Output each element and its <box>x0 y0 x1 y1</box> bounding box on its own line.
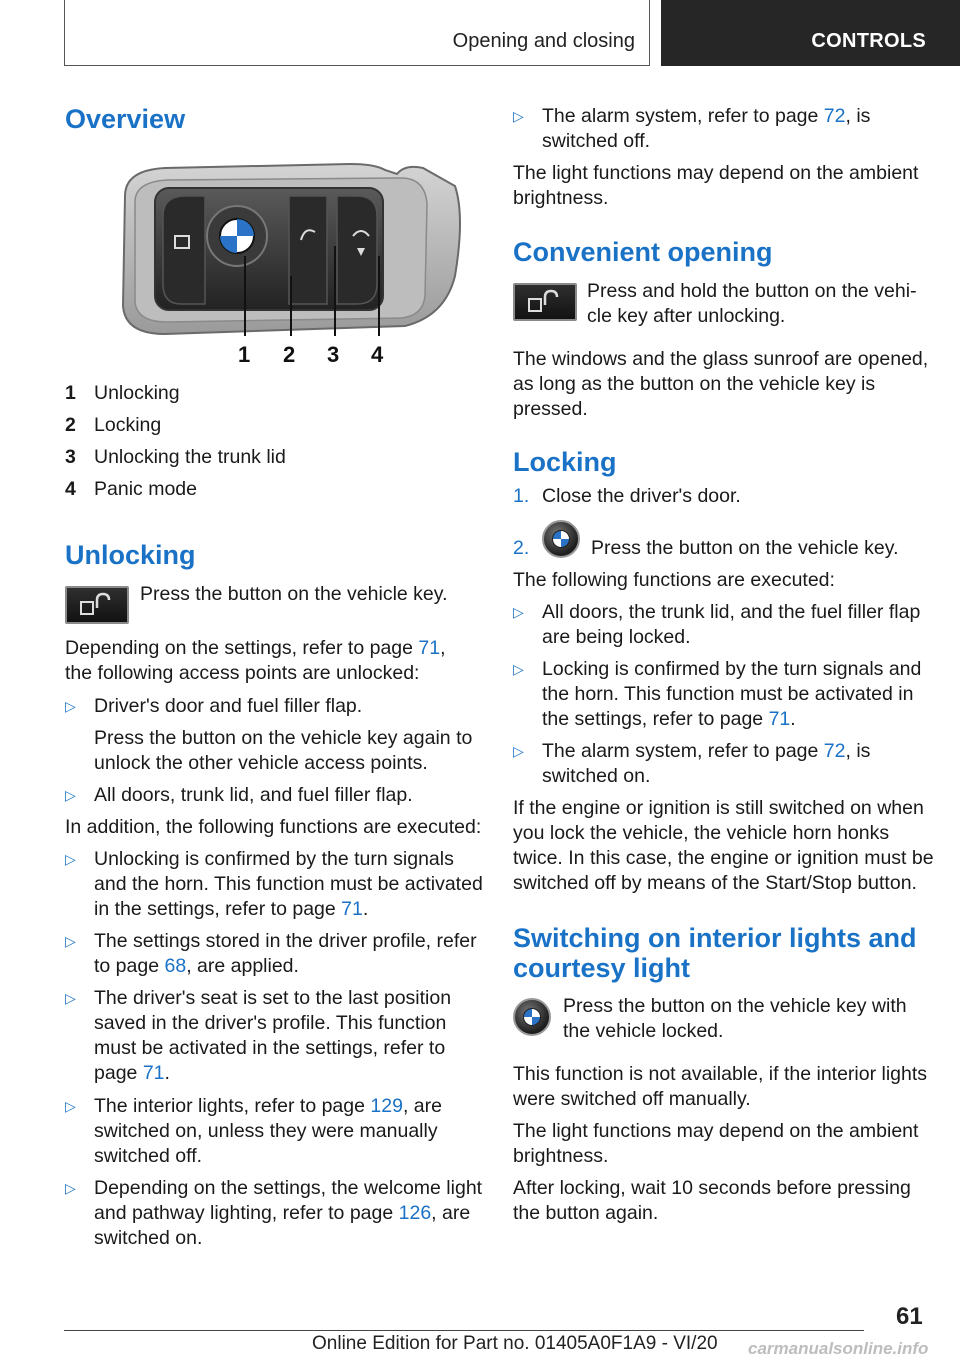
figure-label-2: 2 <box>283 342 296 367</box>
figure-label-1: 1 <box>238 342 251 367</box>
paragraph: as long as the button on the vehicle key is <box>513 373 876 395</box>
bullet-continuation: to page 68, are applied. <box>94 955 299 977</box>
unlock-instruction: Press the button on the vehicle key. <box>140 583 448 605</box>
bullet-continuation: in the settings, refer to page 71. <box>94 898 369 920</box>
bullet-continuation: and the horn. This function must be activated <box>94 873 483 895</box>
paragraph: After locking, wait 10 seconds before pressing <box>513 1177 911 1199</box>
bullet-continuation: must be activated in the settings, refer to <box>94 1037 446 1059</box>
bullet-continuation: and pathway lighting, refer to page 126, are <box>94 1202 471 1224</box>
interior-instruction: Press the button on the vehicle key with <box>563 995 907 1017</box>
paragraph: pressed. <box>513 398 588 420</box>
paragraph: the button again. <box>513 1202 659 1224</box>
bullet-continuation: switched on. <box>542 765 651 787</box>
paragraph: brightness. <box>513 187 609 209</box>
bullet-continuation: switched off. <box>94 1145 203 1167</box>
locking-heading: Locking <box>513 447 617 477</box>
paragraph: brightness. <box>513 1145 609 1167</box>
paragraph: The light functions may depend on the ambient <box>513 1120 919 1142</box>
page-link[interactable]: 72 <box>823 105 846 127</box>
overview-heading: Overview <box>65 104 186 134</box>
bullet-continuation: page 71. <box>94 1062 170 1084</box>
page-link[interactable]: 72 <box>823 740 846 762</box>
interior-lights-heading-line2: courtesy light <box>513 953 691 983</box>
page-number: 61 <box>896 1303 923 1330</box>
watermark: carmanualsonline.info <box>748 1339 929 1358</box>
page-link[interactable]: 68 <box>164 955 187 977</box>
header-section-box <box>64 0 650 66</box>
bmw-roundel-button-icon <box>542 520 580 558</box>
footer-divider <box>64 1330 864 1331</box>
bmw-roundel-button-icon <box>513 998 551 1036</box>
bullet-continuation: are being locked. <box>542 626 691 648</box>
header-category-title: CONTROLS <box>811 30 926 52</box>
bullet-continuation: the settings, refer to page 71. <box>542 708 796 730</box>
paragraph: twice. In this case, the engine or ignition must be <box>513 847 934 869</box>
convenient-instruction: cle key after unlocking. <box>587 305 786 327</box>
paragraph: Depending on the settings, refer to page 71, <box>65 637 446 659</box>
unlock-button-icon <box>65 586 129 624</box>
bullet-continuation: saved in the driver's profile. This function <box>94 1012 447 1034</box>
paragraph: The light functions may depend on the ambient <box>513 162 919 184</box>
paragraph: you lock the vehicle, the vehicle horn honks <box>513 822 890 844</box>
page-link[interactable]: 71 <box>341 898 363 920</box>
paragraph: were switched off manually. <box>513 1088 751 1110</box>
bullet-continuation: the horn. This function must be activated in <box>542 683 914 705</box>
page-link[interactable]: 126 <box>398 1202 432 1224</box>
paragraph: In addition, the following functions are executed: <box>65 816 482 838</box>
paragraph: If the engine or ignition is still switched on when <box>513 797 924 819</box>
paragraph: The windows and the glass sunroof are opened, <box>513 348 929 370</box>
bullet-continuation: switched on, unless they were manually <box>94 1120 438 1142</box>
paragraph: switched off by means of the Start/Stop button. <box>513 872 917 894</box>
page-link[interactable]: 71 <box>768 708 791 730</box>
paragraph: The following functions are executed: <box>513 569 835 591</box>
interior-lights-heading: Switching on interior lights and <box>513 923 917 953</box>
unlocking-heading: Unlocking <box>65 540 196 570</box>
key-fob-illustration <box>105 156 465 371</box>
page-link[interactable]: 71 <box>418 637 441 659</box>
figure-label-4: 4 <box>371 342 384 367</box>
header-section-title: Opening and closing <box>452 30 635 52</box>
bullet-continuation: switched on. <box>94 1227 203 1249</box>
paragraph: the following access points are unlocked: <box>65 662 420 684</box>
paragraph: This function is not available, if the interior lights <box>513 1063 928 1085</box>
bullet-continuation: unlock the other vehicle access points. <box>94 752 428 774</box>
interior-instruction: the vehicle locked. <box>563 1020 724 1042</box>
page-link[interactable]: 129 <box>370 1095 403 1117</box>
convenient-instruction: Press and hold the button on the vehi- <box>587 280 917 302</box>
page-link[interactable]: 71 <box>142 1062 165 1084</box>
bullet-continuation: switched off. <box>542 130 651 152</box>
unlock-button-icon <box>513 283 577 321</box>
bullet-continuation: Press the button on the vehicle key again to <box>94 727 473 749</box>
figure-label-3: 3 <box>327 342 340 367</box>
header-category-box <box>661 0 960 66</box>
footer-edition: Online Edition for Part no. 01405A0F1A9 - VI/20 <box>312 1333 718 1354</box>
convenient-opening-heading: Convenient opening <box>513 237 773 267</box>
